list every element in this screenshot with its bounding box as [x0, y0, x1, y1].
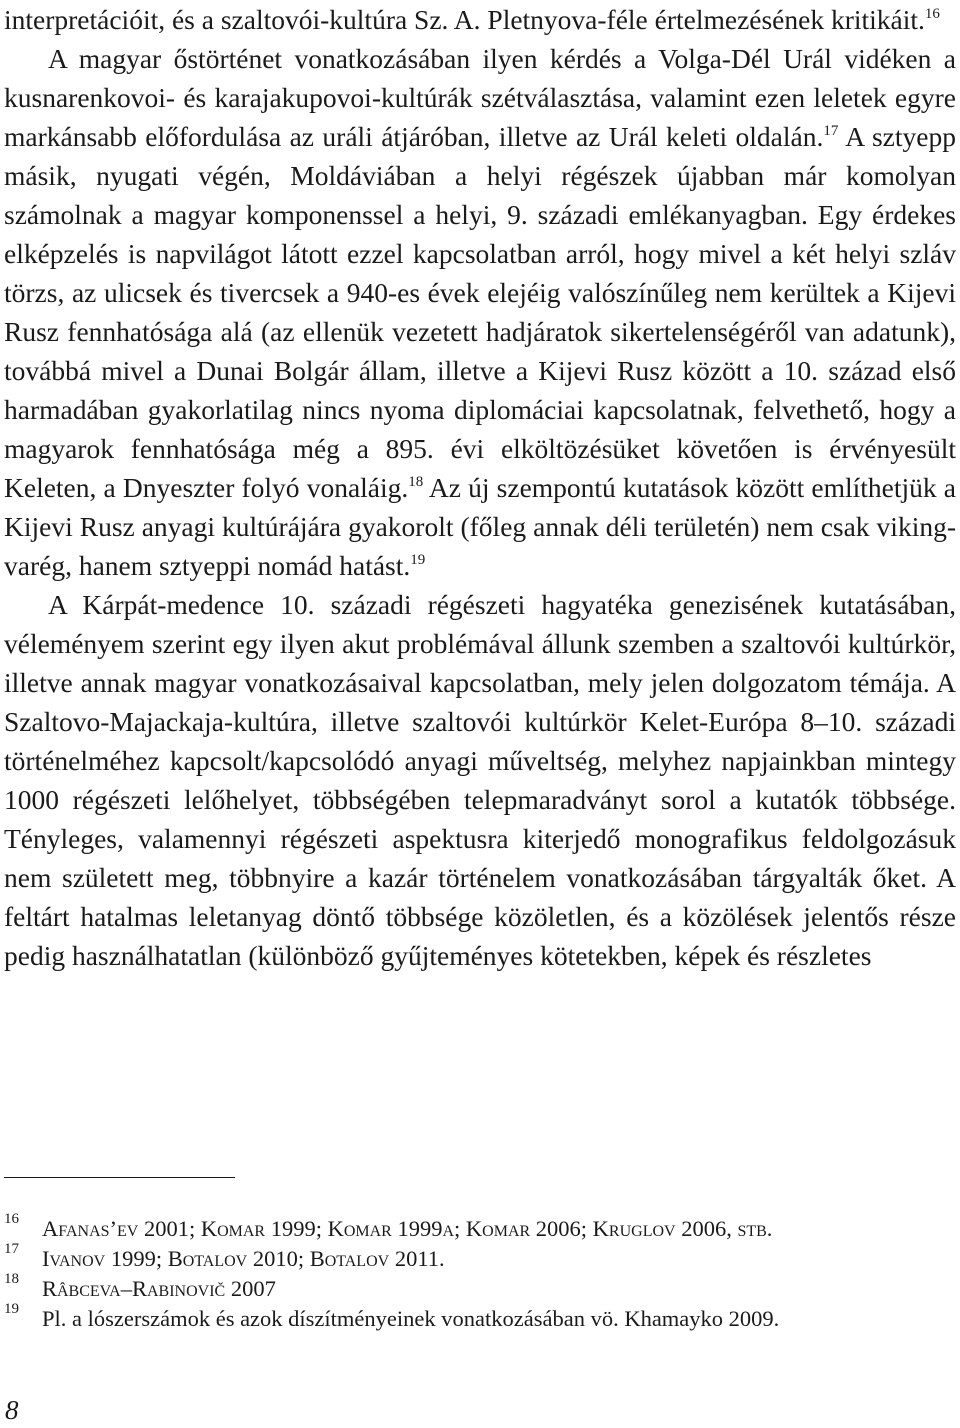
footnote-number: 18: [4, 1271, 19, 1287]
paragraph-text: A Kárpát-medence 10. századi régészeti hagyatéka genezisének kutatásában, véleményem szerint egy ilyen akut problémával állunk szemben a szaltovói kultúrkör, illetve annak magyar vonatkozásaival kapcsolatban, mely jelen dolgozatom témája. A Szaltovo-Majackaja-kultúra, illetve szaltovói kultúrkör Kelet-Európa 8–10. századi történelméhez kapcsolt/kapcsolódó anyagi műveltség, melyhez napjainkban mintegy 1000 régészeti lelőhelyet, többségében telepmaradványt sorol a kutatók többsége. Tényleges, valamennyi régészeti aspektusra kiterjedő monografikus feldolgozásuk nem született meg, többnyire a kazár történelem vonatkozásában tárgyalták őket. A feltárt hatalmas leletanyag döntő többsége közöletlen, és a közölések jelentős része pedig használhatatlan (különböző gyűjteményes kötetekben, képek és részletes: [4, 589, 956, 971]
footnote-text: Râbceva–Rabinovič 2007: [42, 1276, 276, 1301]
footnote-number: 17: [4, 1241, 19, 1257]
footnote-ref-18[interactable]: 18: [408, 473, 424, 490]
page-number: 8: [5, 1395, 19, 1425]
footnote-number: 16: [4, 1211, 19, 1227]
footnote-text: Ivanov 1999; Botalov 2010; Botalov 2011.: [42, 1246, 445, 1271]
footnote-text: Afanas’ev 2001; Komar 1999; Komar 1999a; Komar 2006; Kruglov 2006, stb.: [42, 1216, 773, 1241]
main-text: [4, 0, 956, 975]
footnote-divider: [4, 1177, 235, 1178]
paragraph-3: [4, 585, 956, 975]
footnote-ref-17[interactable]: 17: [823, 122, 839, 139]
paragraph-text: Az új szempontú kutatások között említhetjük a Kijevi Rusz anyagi kultúrájára gyakorolt (főleg annak déli területén) nem csak viking-varég, hanem sztyeppi nomád hatást.: [4, 472, 956, 581]
footnote-ref-19[interactable]: 19: [410, 551, 426, 568]
paragraph-1: [4, 0, 956, 39]
footnote-number: 19: [4, 1301, 19, 1317]
footnote-text: Pl. a lószerszámok és azok díszítményeinek vonatkozásában vö. Khamayko 2009.: [42, 1306, 780, 1331]
paragraph-2: [4, 39, 956, 585]
paragraph-text: interpretációit, és a szaltovói-kultúra Sz. A. Pletnyova-féle értelmezésének kritikáit.: [4, 4, 925, 35]
paragraph-text: A sztyepp másik, nyugati végén, Moldáviában a helyi régészek újabban már komolyan számolnak a magyar komponenssel a helyi, 9. századi emlékanyagban. Egy érdekes elképzelés is napvilágot látott ezzel kapcsolatban arról, hogy mivel a két helyi szláv törzs, az ulicsek és tivercsek a 940-es évek elejéig valószínűleg nem kerültek a Kijevi Rusz fennhatósága alá (az ellenük vezetett hadjáratok sikertelenségéről van adatunk), továbbá mivel a Dunai Bolgár állam, illetve a Kijevi Rusz között a 10. század első harmadában gyakorlatilag nincs nyoma diplomáciai kapcsolatnak, felvethető, hogy a magyarok fennhatósága még a 895. évi elköltözésüket követően is érvényesült Keleten, a Dnyeszter folyó vonaláig.: [4, 121, 956, 503]
paragraph-text: A magyar őstörténet vonatkozásában ilyen kérdés a Volga-Dél Urál vidéken a kusnarenkovoi- és karajakupovoi-kultúrák szétválasztása, valamint ezen leletek egyre markánsabb előfordulása az uráli átjáróban, illetve az Urál keleti oldalán.: [4, 43, 956, 152]
footnote-ref-16[interactable]: 16: [924, 5, 940, 22]
